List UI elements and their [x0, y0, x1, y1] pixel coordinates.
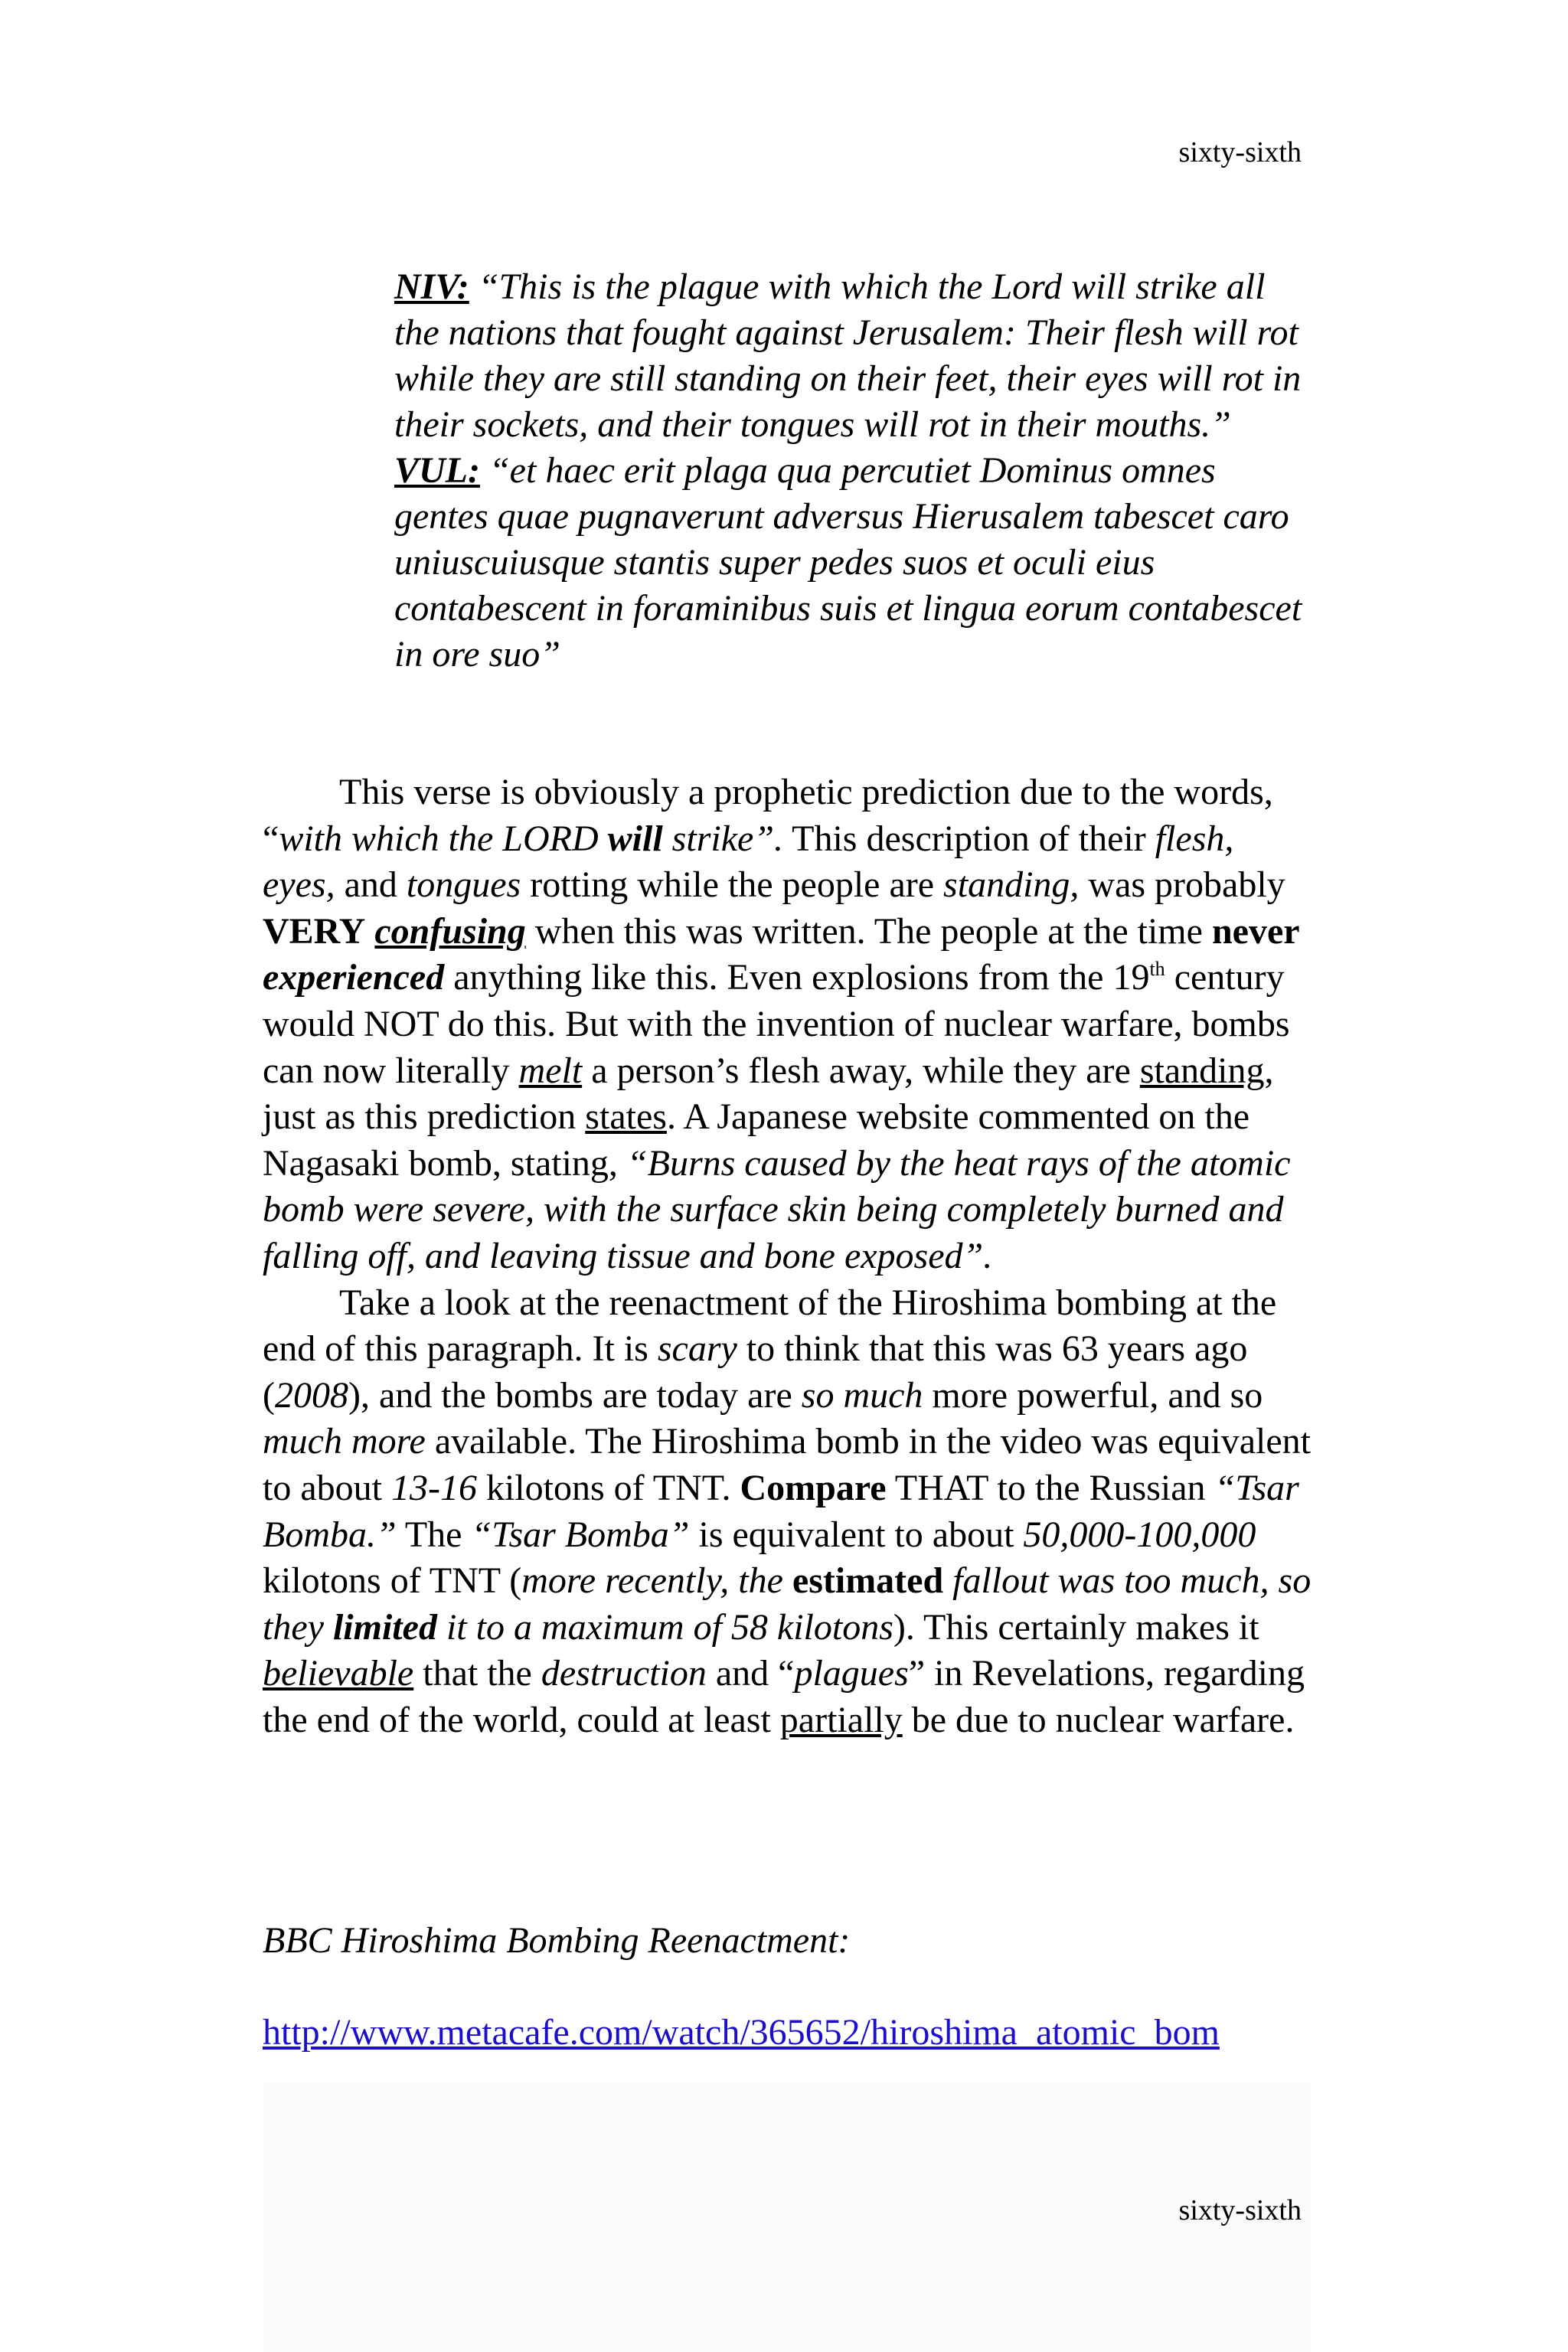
- emphasis-span: strike”.: [662, 818, 784, 859]
- text-span: that the: [413, 1653, 541, 1694]
- text-span: be due to nuclear warfare.: [902, 1699, 1295, 1740]
- emphasis-span: 2008: [274, 1374, 348, 1416]
- video-link[interactable]: http://www.metacafe.com/watch/365652/hiroshima_atomic_bom: [263, 2012, 1220, 2053]
- niv-quote: [394, 264, 1313, 448]
- text-span: THAT to the Russian: [886, 1467, 1215, 1508]
- bold-span: estimated: [792, 1560, 944, 1602]
- emphasis-span: standing,: [943, 864, 1080, 906]
- emphasis-span: scary: [657, 1328, 737, 1370]
- paragraph-prophecy: [263, 769, 1312, 1280]
- niv-text: “This is the plague with which the Lord will strike all the nations that fought against Jerusalem: Their flesh will rot while they are still standing on their feet, their eyes will rot in their sockets, and their tongues will rot in their mouths.”: [394, 266, 1302, 445]
- underlined-span: states: [585, 1096, 667, 1138]
- emphasis-span: fallout was too much, so they: [263, 1560, 1312, 1648]
- emphasis-span: destruction: [541, 1653, 707, 1694]
- emphasis-span: “Tsar Bomba.”: [263, 1467, 1299, 1555]
- paragraph-hiroshima: [263, 1280, 1312, 1744]
- emphasis-span: so much: [801, 1374, 923, 1416]
- text-span: available. The Hiroshima bomb in the video was equivalent to about: [263, 1421, 1311, 1508]
- emphasis-span: limited: [332, 1606, 437, 1648]
- text-span: and “: [706, 1653, 795, 1694]
- text-span: ). This certainly makes it: [893, 1606, 1259, 1648]
- emphasis-span: tongues: [406, 864, 521, 906]
- text-span: ” in Revelations, regarding the end of the world, could at least: [263, 1653, 1305, 1740]
- vul-text: “et haec erit plaga qua percutiet Dominus omnes gentes quae pugnaverunt adversus Hierusalem tabescet caro uniuscuiusque stantis super pedes suos et oculi eius contabescent in foraminibus suis et lingua eorum contabescet in ore suo”: [394, 450, 1302, 675]
- emphasis-span: more recently, the: [521, 1560, 792, 1602]
- emphasis-span: 13-16: [390, 1467, 477, 1508]
- page-header-label: sixty-sixth: [1178, 136, 1302, 168]
- bottom-shaded-area: [263, 2082, 1312, 2352]
- emphasis-span: experienced: [263, 957, 445, 998]
- text-span: , just as this prediction: [263, 1050, 1274, 1138]
- text-span: Take a look at the reenactment of the Hiroshima bombing at the end of this paragraph. It is: [263, 1282, 1277, 1370]
- text-span: century would NOT do this. But with the invention of nuclear warfare, bombs can now literally: [263, 957, 1290, 1091]
- emphasis-span: flesh, eyes,: [263, 818, 1234, 906]
- text-span: a person’s flesh away, while they are: [582, 1050, 1140, 1091]
- emphasis-span: believable: [263, 1653, 414, 1694]
- emphasis-span: 50,000-100,000: [1023, 1514, 1256, 1555]
- text-span: was probably: [1079, 864, 1285, 906]
- emphasis-span: plagues: [794, 1653, 909, 1694]
- superscript: th: [1149, 958, 1165, 981]
- text-span: to think that this was 63 years ago (: [263, 1328, 1248, 1416]
- emphasis-span: with which the LORD: [279, 818, 608, 859]
- niv-tag: NIV:: [394, 266, 469, 307]
- bold-span: never: [1211, 910, 1300, 952]
- text-span: rotting while the people are: [521, 864, 944, 906]
- commentary-body: [263, 769, 1312, 1743]
- emphasis-span: melt: [518, 1050, 583, 1091]
- text-span: This description of their: [783, 818, 1155, 859]
- text-span: kilotons of TNT (: [263, 1560, 522, 1602]
- page-footer-label: sixty-sixth: [1178, 2194, 1302, 2226]
- text-span: The: [396, 1514, 472, 1555]
- bold-span: Compare: [740, 1467, 887, 1508]
- text-span: [365, 911, 374, 952]
- emphasis-span: confusing: [374, 910, 526, 952]
- text-span: and: [335, 864, 407, 906]
- text-span: kilotons of TNT.: [476, 1467, 740, 1508]
- emphasis-span: much more: [263, 1421, 426, 1462]
- vul-quote: [394, 448, 1313, 678]
- text-span: ), and the bombs are today are: [348, 1374, 802, 1416]
- text-span: more powerful, and so: [923, 1374, 1263, 1416]
- emphasis-span: it to a maximum of 58 kilotons: [436, 1606, 893, 1648]
- vul-tag: VUL:: [394, 450, 480, 491]
- text-span: is equivalent to about: [689, 1514, 1024, 1555]
- bold-span: VERY: [263, 910, 366, 952]
- underlined-span: standing: [1139, 1050, 1265, 1091]
- text-span: . A Japanese website commented on the Nagasaki bomb, stating,: [263, 1096, 1250, 1184]
- video-caption: BBC Hiroshima Bombing Reenactment:: [263, 1920, 851, 1961]
- nagasaki-quote: “Burns caused by the heat rays of the atomic bomb were severe, with the surface skin being completely burned and falling off, and leaving tissue and bone exposed”.: [263, 1142, 1291, 1276]
- text-span: This verse is obviously a prophetic prediction due to the words, “: [263, 772, 1273, 859]
- text-span: anything like this. Even explosions from the 19: [444, 957, 1150, 998]
- scripture-quote-block: [394, 264, 1313, 678]
- text-span: when this was written. The people at the time: [525, 910, 1212, 952]
- emphasis-span: will: [607, 818, 663, 859]
- underlined-span: partially: [779, 1699, 903, 1740]
- emphasis-span: “Tsar Bomba”: [471, 1514, 690, 1555]
